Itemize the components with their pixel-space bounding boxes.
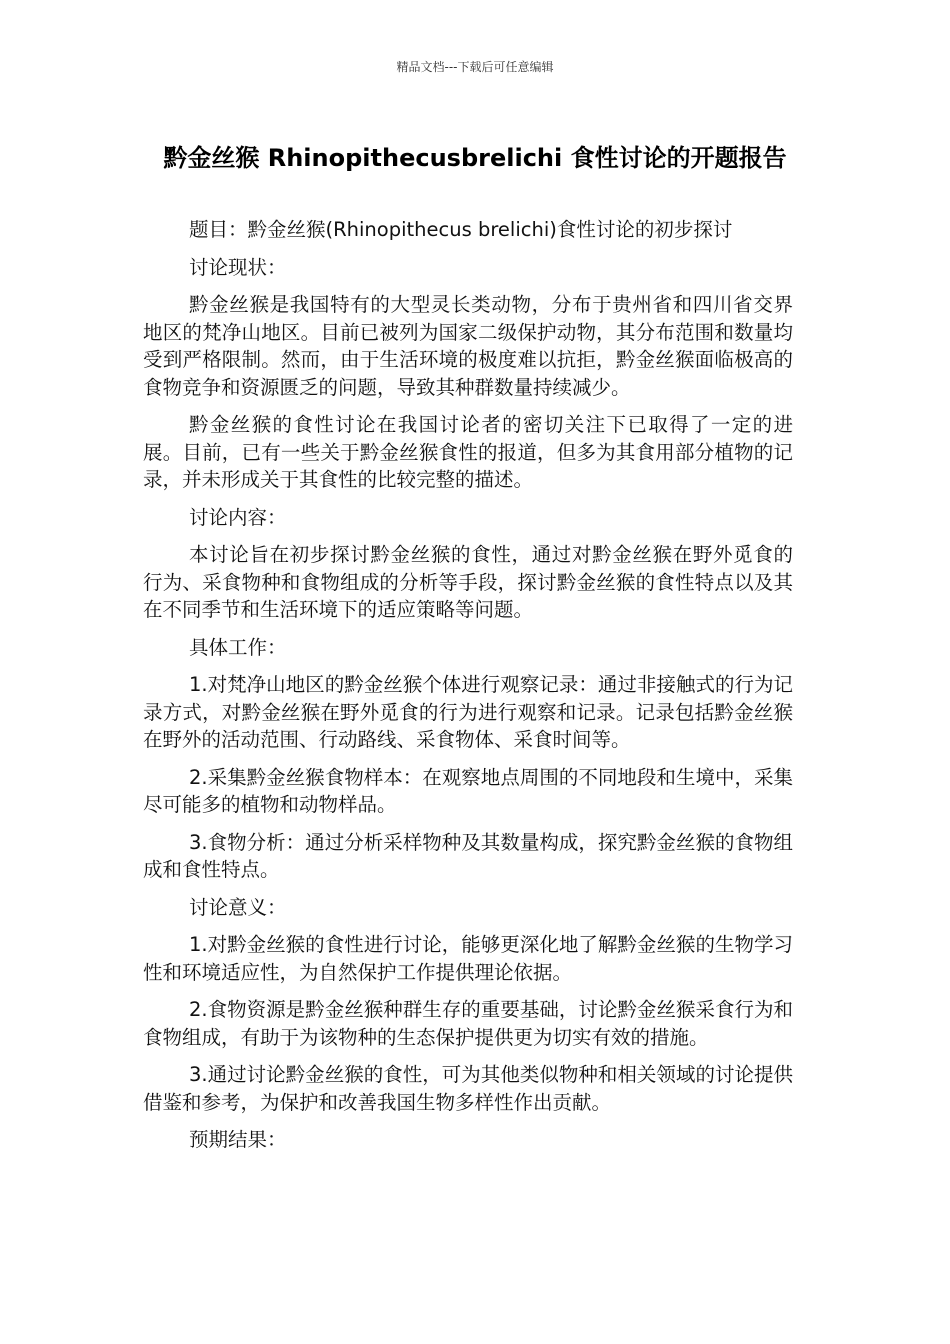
section-heading-status: 讨论现状： [189, 255, 287, 279]
paragraph-content: 本讨论旨在初步探讨黔金丝猴的食性，通过对黔金丝猴在野外觅食的行为、采食物种和食物组成的分析等手段，探讨黔金丝猴的食性特点以及其在不同季节和生活环境下的适应策略等问题。 [143, 543, 793, 621]
paragraph-topic: 题目：黔金丝猴(Rhinopithecus brelichi)食性讨论的初步探讨 [189, 218, 733, 241]
paragraph-work-2: 2.采集黔金丝猴食物样本：在观察地点周围的不同地段和生境中，采集尽可能多的植物和动物样品。 [143, 765, 793, 816]
paragraph-work-3: 3.食物分析：通过分析采样物种及其数量构成，探究黔金丝猴的食物组成和食性特点。 [143, 830, 793, 881]
paragraph-status-2: 黔金丝猴的食性讨论在我国讨论者的密切关注下已取得了一定的进展。目前，已有一些关于黔金丝猴食性的报道，但多为其食用部分植物的记录，并未形成关于其食性的比较完整的描述。 [143, 413, 793, 491]
section-heading-work: 具体工作： [189, 635, 287, 659]
paragraph-status-1: 黔金丝猴是我国特有的大型灵长类动物，分布于贵州省和四川省交界地区的梵净山地区。目前已被列为国家二级保护动物，其分布范围和数量均受到严格限制。然而，由于生活环境的极度难以抗拒，黔金丝猴面临极高的食物竞争和资源匮乏的问题，导致其种群数量持续减少。 [143, 293, 793, 399]
section-heading-significance: 讨论意义： [189, 895, 287, 919]
header-note: 精品文档---下载后可任意编辑 [396, 60, 554, 74]
document-body [143, 216, 793, 1164]
document-title: 黔金丝猴 Rhinopithecusbrelichi 食性讨论的开题报告 [163, 144, 787, 172]
section-heading-content: 讨论内容： [189, 505, 287, 529]
paragraph-work-1: 1.对梵净山地区的黔金丝猴个体进行观察记录：通过非接触式的行为记录方式，对黔金丝猴在野外觅食的行为进行观察和记录。记录包括黔金丝猴在野外的活动范围、行动路线、采食物体、采食时间等。 [143, 673, 793, 751]
paragraph-significance-2: 2.食物资源是黔金丝猴种群生存的重要基础，讨论黔金丝猴采食行为和食物组成，有助于为该物种的生态保护提供更为切实有效的措施。 [143, 998, 793, 1049]
paragraph-significance-1: 1.对黔金丝猴的食性进行讨论，能够更深化地了解黔金丝猴的生物学习性和环境适应性，为自然保护工作提供理论依据。 [143, 933, 793, 984]
section-heading-expected-results: 预期结果： [189, 1128, 287, 1151]
paragraph-significance-3: 3.通过讨论黔金丝猴的食性，可为其他类似物种和相关领域的讨论提供借鉴和参考，为保护和改善我国生物多样性作出贡献。 [143, 1063, 793, 1114]
